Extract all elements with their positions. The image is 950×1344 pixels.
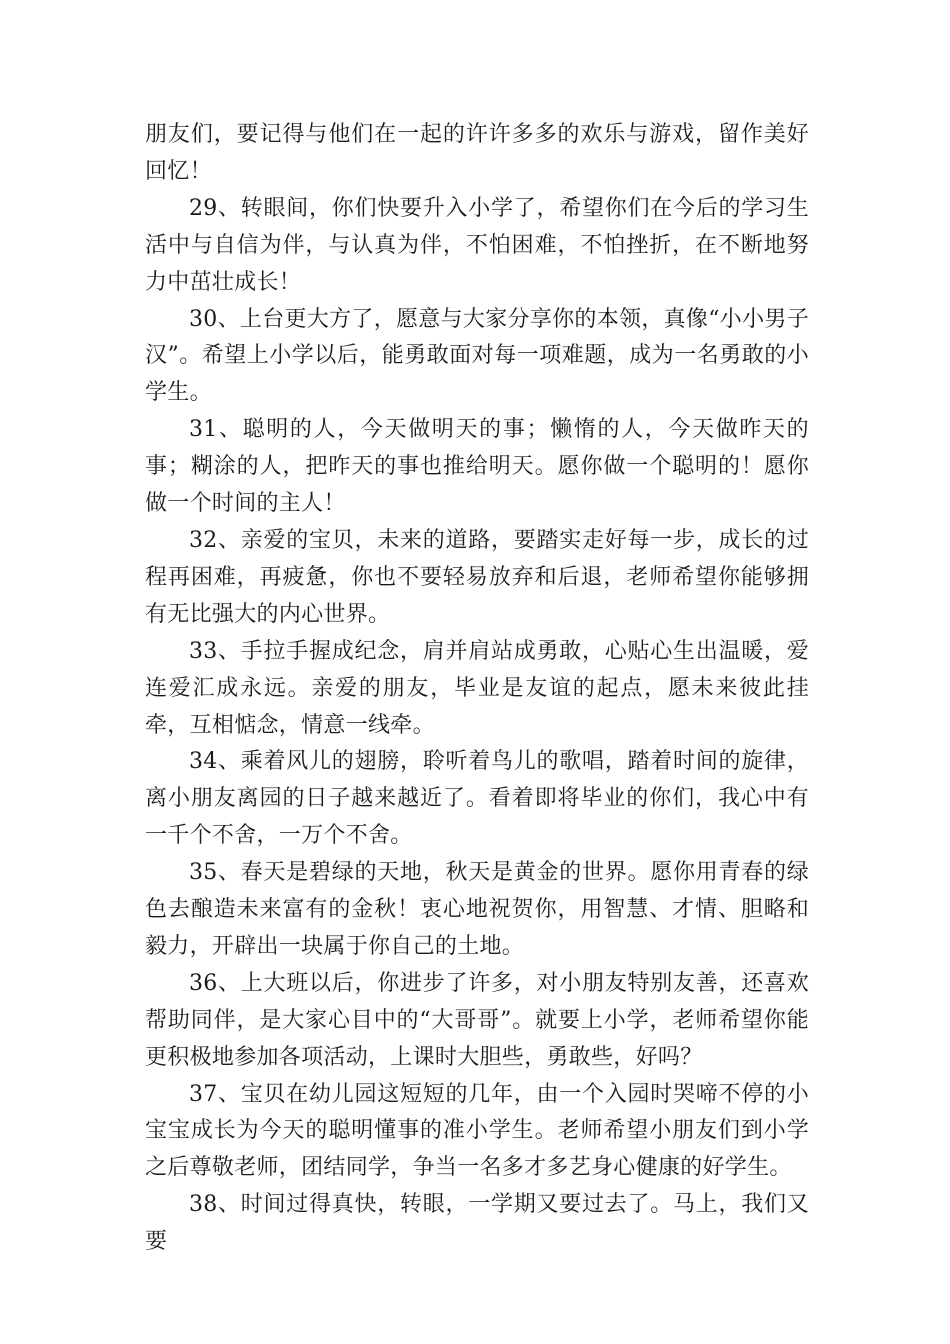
paragraph: 32、亲爱的宝贝，未来的道路，要踏实走好每一步，成长的过程再困难，再疲惫，你也不要轻易放弃和后退，老师希望你能够拥有无比强大的内心世界。 [145,527,809,627]
paragraph: 29、转眼间，你们快要升入小学了，希望你们在今后的学习生活中与自信为伴，与认真为伴，不怕困难，不怕挫折，在不断地努力中茁壮成长！ [145,195,809,295]
paragraph: 30、上台更大方了，愿意与大家分享你的本领，真像“小小男子汉”。希望上小学以后，能勇敢面对每一项难题，成为一名勇敢的小学生。 [145,306,809,406]
paragraph: 37、宝贝在幼儿园这短短的几年，由一个入园时哭啼不停的小宝宝成长为今天的聪明懂事的准小学生。老师希望小朋友们到小学之后尊敬老师，团结同学，争当一名多才多艺身心健康的好学生。 [145,1081,809,1181]
paragraph: 34、乘着风儿的翅膀，聆听着鸟儿的歌唱，踏着时间的旋律，离小朋友离园的日子越来越近了。看着即将毕业的你们，我心中有一千个不舍，一万个不舍。 [145,749,809,849]
paragraph: 36、上大班以后，你进步了许多，对小朋友特别友善，还喜欢帮助同伴，是大家心目中的“大哥哥”。就要上小学，老师希望你能更积极地参加各项活动，上课时大胆些，勇敢些，好吗？ [145,970,809,1070]
paragraph: 35、春天是碧绿的天地，秋天是黄金的世界。愿你用青春的绿色去酿造未来富有的金秋！衷心地祝贺你，用智慧、才情、胆略和毅力，开辟出一块属于你自己的土地。 [145,860,809,959]
paragraph: 31、聪明的人，今天做明天的事；懒惰的人，今天做昨天的事；糊涂的人，把昨天的事也推给明天。愿你做一个聪明的！愿你做一个时间的主人！ [145,417,809,517]
paragraph: 朋友们，要记得与他们在一起的许许多多的欢乐与游戏，留作美好回忆！ [145,122,809,184]
paragraph: 38、时间过得真快，转眼，一学期又要过去了。马上，我们又要 [145,1192,809,1255]
paragraph: 33、手拉手握成纪念，肩并肩站成勇敢，心贴心生出温暖，爱连爱汇成永远。亲爱的朋友，毕业是友谊的起点，愿未来彼此挂牵，互相惦念，情意一线牵。 [145,638,809,738]
document-page [145,117,809,1261]
